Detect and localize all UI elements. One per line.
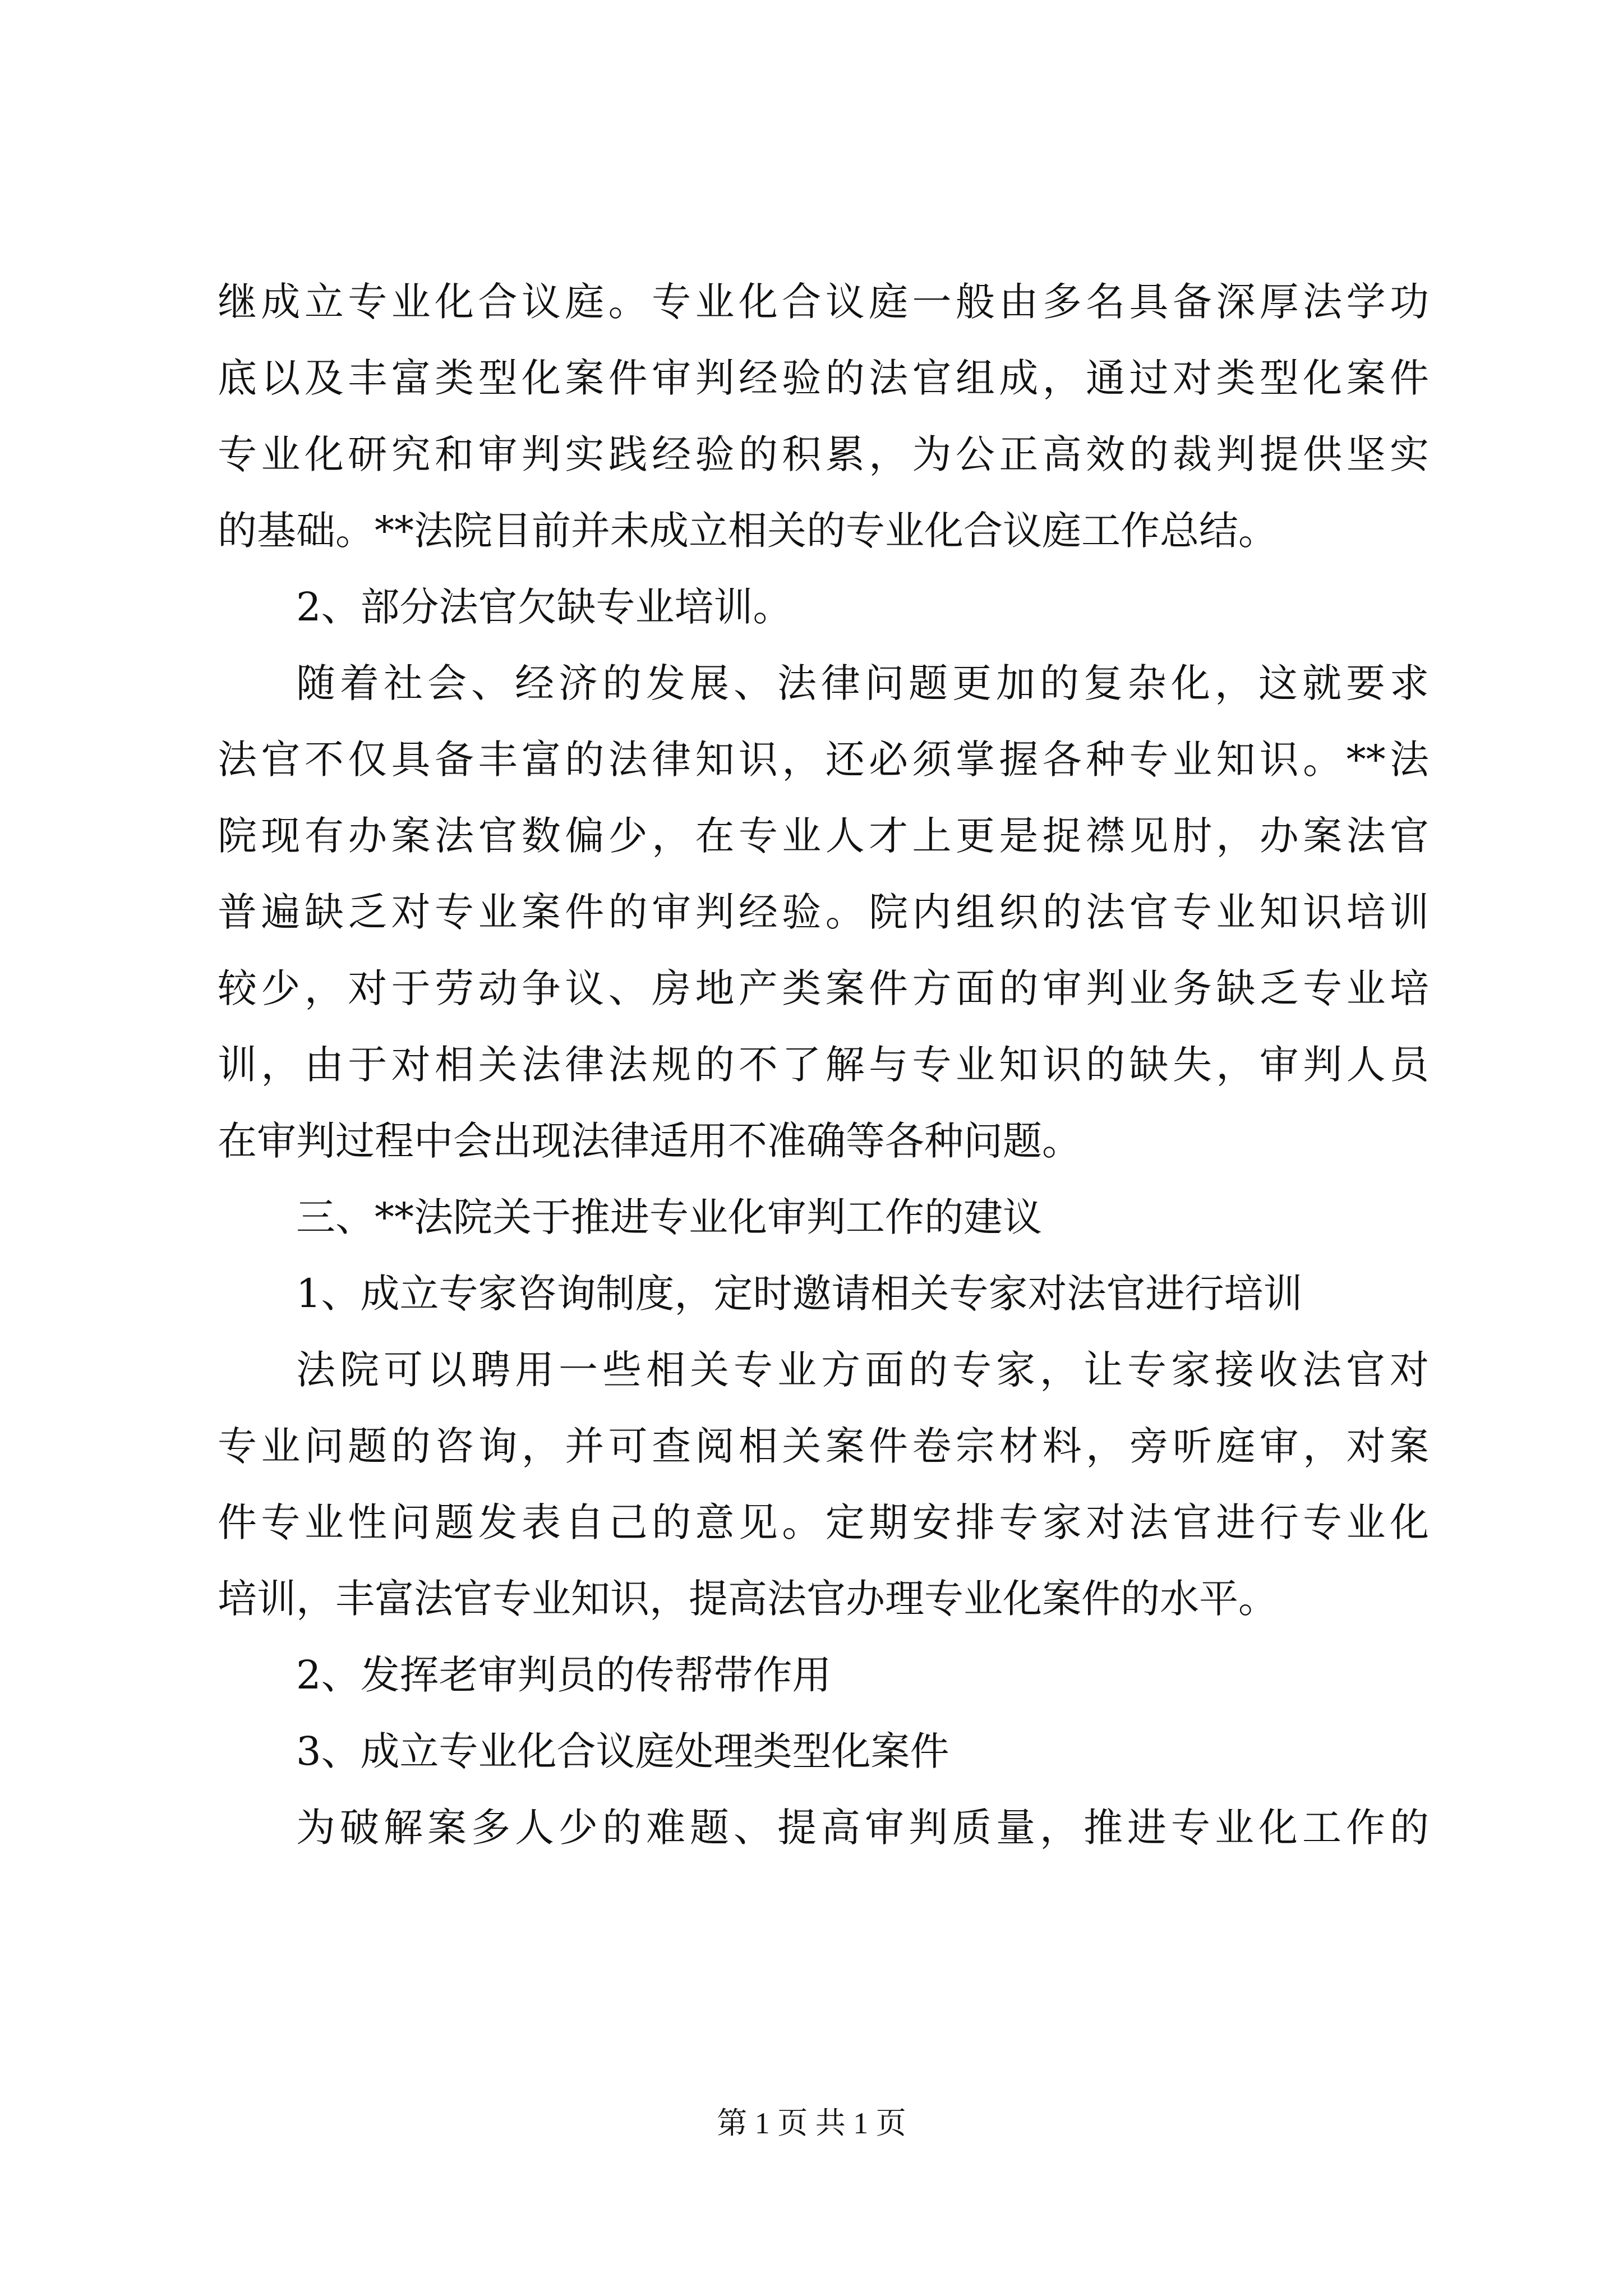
paragraph-line: 普遍缺乏对专业案件的审判经验。院内组织的法官专业知识培训 — [218, 889, 1429, 935]
section-heading: 3、成立专业化合议庭处理类型化案件 — [296, 1728, 949, 1774]
paragraph-line: 训，由于对相关法律法规的不了解与专业知识的缺失，审判人员 — [218, 1042, 1429, 1088]
paragraph-line: 件专业性问题发表自己的意见。定期安排专家对法官进行专业化 — [218, 1499, 1429, 1545]
section-heading: 2、发挥老审判员的传帮带作用 — [296, 1652, 832, 1698]
paragraph-line: 在审判过程中会出现法律适用不准确等各种问题。 — [218, 1118, 1081, 1164]
paragraph-line: 院现有办案法官数偏少，在专业人才上更是捉襟见肘，办案法官 — [218, 813, 1429, 859]
paragraph-line: 较少，对于劳动争议、房地产类案件方面的审判业务缺乏专业培 — [218, 965, 1429, 1011]
paragraph-line: 底以及丰富类型化案件审判经验的法官组成，通过对类型化案件 — [218, 355, 1429, 401]
paragraph-line: 的基础。**法院目前并未成立相关的专业化合议庭工作总结。 — [218, 508, 1278, 554]
document-body — [218, 264, 1429, 1866]
paragraph-line: 法院可以聘用一些相关专业方面的专家，让专家接收法官对 — [296, 1347, 1429, 1393]
paragraph-line: 为破解案多人少的难题、提高审判质量，推进专业化工作的 — [296, 1805, 1429, 1851]
paragraph-line: 专业问题的咨询，并可查阅相关案件卷宗材料，旁听庭审，对案 — [218, 1423, 1429, 1469]
section-heading: 1、成立专家咨询制度，定时邀请相关专家对法官进行培训 — [296, 1271, 1303, 1317]
page-footer: 第 1 页 共 1 页 — [717, 2106, 906, 2140]
section-heading: 2、部分法官欠缺专业培训。 — [296, 584, 792, 630]
paragraph-line: 随着社会、经济的发展、法律问题更加的复杂化，这就要求 — [296, 660, 1429, 706]
paragraph-line: 专业化研究和审判实践经验的积累，为公正高效的裁判提供坚实 — [218, 431, 1429, 477]
paragraph-line: 继成立专业化合议庭。专业化合议庭一般由多名具备深厚法学功 — [218, 279, 1429, 325]
paragraph-line: 法官不仅具备丰富的法律知识，还必须掌握各种专业知识。**法 — [218, 737, 1429, 783]
paragraph-line: 培训，丰富法官专业知识，提高法官办理专业化案件的水平。 — [218, 1576, 1278, 1622]
section-heading: 三、**法院关于推进专业化审判工作的建议 — [296, 1194, 1042, 1240]
